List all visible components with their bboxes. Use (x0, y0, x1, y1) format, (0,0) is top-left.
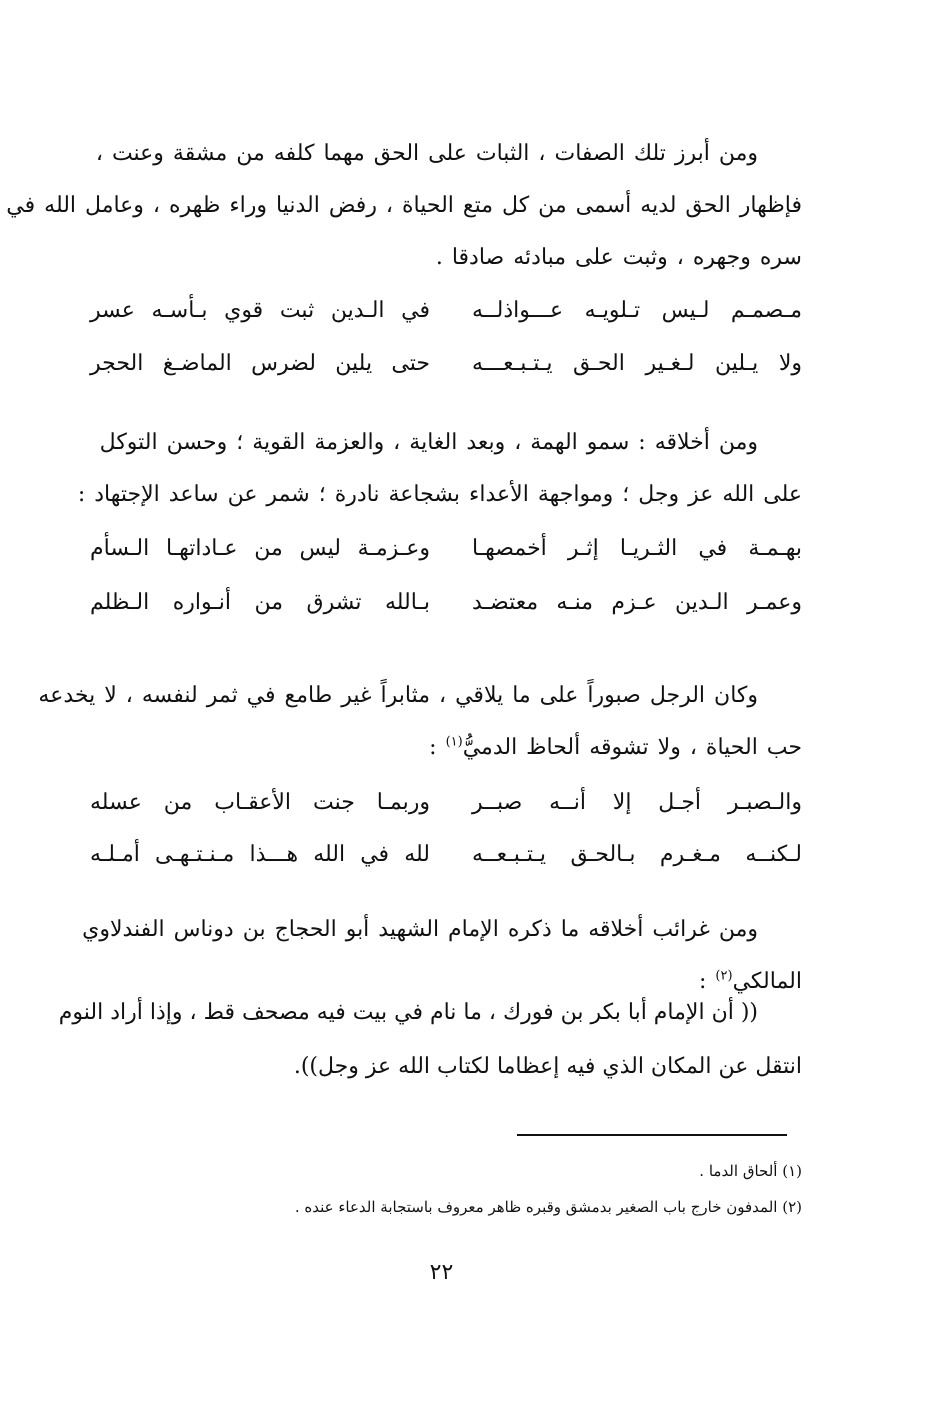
poem-verse (90, 842, 802, 888)
verse-first-hemistich: والـصبـر أجـل إلا أنــه صبــر (472, 790, 802, 815)
verse-first-hemistich: لـكنــه مـغـرم بـالحـق يـتـبـعــه (472, 842, 802, 867)
paragraph-line: ومن أخلاقه : سمو الهمة ، وبعد الغاية ، والعزمة القوية ؛ وحسن التوكل (99, 430, 758, 455)
footnote-ref[interactable]: (٢) (715, 968, 733, 984)
verse-first-hemistich: وعمـر الـدين عـزم منـه معتضـد (472, 590, 802, 615)
verse-first-hemistich: مـصمـم لـيس تـلويـه عـــواذلــه (472, 298, 802, 323)
paragraph-text: حب الحياة ، ولا تشوقه ألحاظ الدميُّ (462, 735, 802, 760)
verse-second-hemistich: بـالله تشرق من أنـواره الـظلم (90, 590, 430, 615)
poem-verse (90, 590, 802, 636)
quotation-line: انتقل عن المكان الذي فيه إعظاما لكتاب الله عز وجل)). (293, 1054, 802, 1079)
quotation-block (58, 986, 802, 1094)
paragraph-line (90, 722, 802, 774)
footnote-2: (٢) المدفون خارج باب الصغير بدمشق وقبره ظاهر معروف باستجابة الدعاء عنده . (294, 1198, 802, 1216)
verse-second-hemistich: في الـدين ثبت قوي بـأسـه عسر (90, 298, 430, 323)
poem-verse (90, 351, 802, 397)
verse-second-hemistich: لله في الله هـــذا مـنـتـهـى أمـلـه (90, 842, 430, 867)
footnote-divider (517, 1134, 787, 1136)
poem-verse (90, 790, 802, 836)
verse-first-hemistich: ولا يـلين لـغـير الحـق يـتـبـعـــه (472, 351, 802, 376)
paragraph-colon: : (699, 969, 716, 994)
paragraph-line: فإظهار الحق لديه أسمى من كل متع الحياة ، رفض الدنيا وراء ظهره ، وعامل الله في (6, 193, 802, 218)
page-number: ٢٢ (429, 1260, 454, 1285)
paragraph-text: المالكي (732, 969, 802, 994)
verse-second-hemistich: حتى يلين لضرس الماضـغ الحجر (90, 351, 430, 376)
paragraph-patience (38, 670, 802, 774)
poem-verse (90, 536, 802, 582)
footnote-1: (١) ألحاق الدما . (699, 1162, 802, 1180)
paragraph-line: سره وجهره ، وثبت على مبادئه صادقا . (435, 245, 802, 270)
paragraph-line: على الله عز وجل ؛ ومواجهة الأعداء بشجاعة نادرة ؛ شمر عن ساعد الإجتهاد : (77, 482, 802, 507)
verse-first-hemistich: بهـمـة في الثـريـا إثـر أخمصهـا (472, 536, 802, 561)
quotation-line: (( أن الإمام أبا بكر بن فورك ، ما نام في بيت فيه مصحف قط ، وإذا أراد النوم (58, 1000, 758, 1025)
footnote-ref[interactable]: (١) (445, 734, 463, 750)
poem-verse (90, 298, 802, 344)
verse-second-hemistich: وعـزمـة ليس من عـاداتهـا الـسأم (90, 536, 430, 561)
paragraph-steadfastness (6, 128, 802, 284)
paragraph-line: ومن أبرز تلك الصفات ، الثبات على الحق مهما كلفه من مشقة وعنت ، (95, 141, 758, 166)
paragraph-character (77, 417, 802, 521)
verse-second-hemistich: وربمـا جنت الأعقـاب من عسله (90, 790, 430, 815)
paragraph-colon: : (429, 735, 446, 760)
paragraph-line: ومن غرائب أخلاقه ما ذكره الإمام الشهيد أبو الحجاج بن دوناس الفندلاوي (82, 917, 758, 942)
paragraph-line: وكان الرجل صبوراً على ما يلاقي ، مثابراً غير طامع في ثمر لنفسه ، لا يخدعه (38, 683, 758, 708)
